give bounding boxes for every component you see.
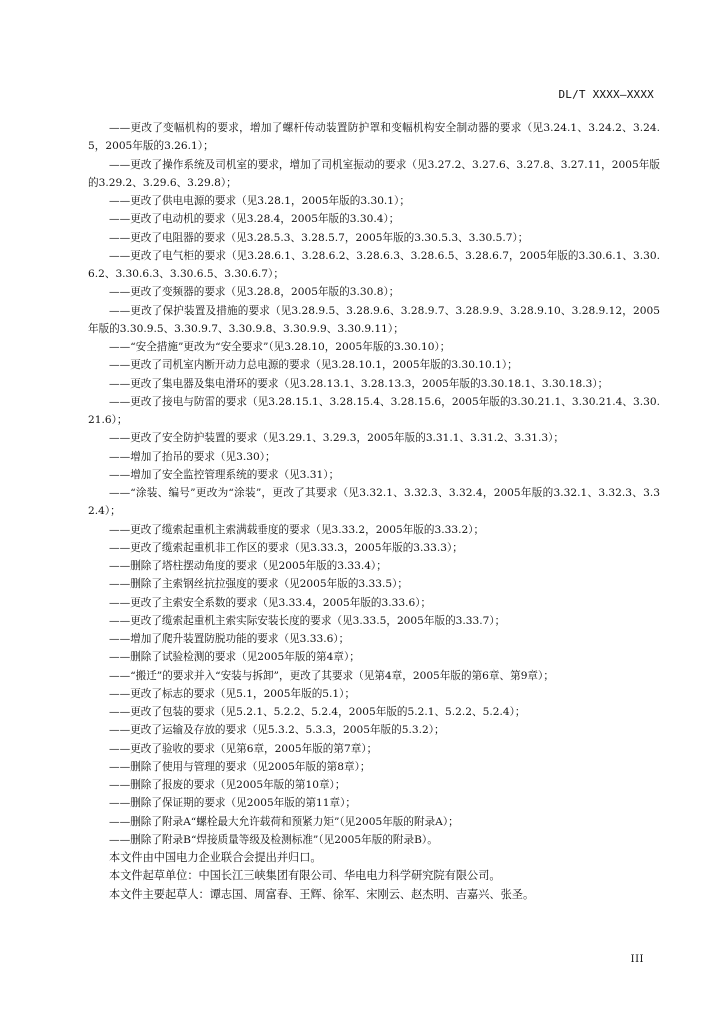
change-item: ——更改了运输及存放的要求（见5.3.2、5.3.3，2005年版的5.3.2）； <box>109 724 445 737</box>
change-item: ——更改了缆索起重机非工作区的要求（见3.33.3，2005年版的3.33.3）； <box>109 541 463 554</box>
change-item: ——更改了安全防护装置的要求（见3.29.1、3.29.3，2005年版的3.31.1、3.31.2、3.31.3）； <box>109 432 564 445</box>
change-item: ——增加了爬升装置防脱功能的要求（见3.33.6）； <box>109 633 350 645</box>
change-item: ——删除了试验检测的要求（见2005年版的第4章）； <box>109 651 360 664</box>
main-drafters-paragraph: 本文件主要起草人：谭志国、周富春、王辉、徐军、宋刚云、赵杰明、吉嘉兴、张圣。 <box>109 887 535 901</box>
change-item: ——更改了标志的要求（见5.1，2005年版的5.1）； <box>109 687 356 700</box>
change-item: ——删除了塔柱摆动角度的要求（见2005年版的3.33.4）； <box>109 560 387 572</box>
change-item: ——删除了附录B“焊接质量等级及检测标准”（见2005年版的附录B）。 <box>109 833 438 846</box>
change-item: ——更改了主索安全系数的要求（见3.33.4，2005年版的3.33.6）； <box>109 596 432 609</box>
change-item: ——删除了保证期的要求（见2005年版的第11章）； <box>109 797 357 810</box>
change-item: ——更改了集电器及集电滑环的要求（见3.28.13.1、3.28.13.3，2005年版的3.30.18.1、3.30.18.3）； <box>109 377 609 390</box>
change-item: ——删除了报废的要求（见2005年版的第10章）； <box>109 779 346 791</box>
change-item: ——更改了供电电源的要求（见3.28.1，2005年版的3.30.1）； <box>109 195 410 207</box>
change-item: ——“安全措施”更改为“安全要求”（见3.28.10，2005年版的3.30.10）； <box>109 341 451 353</box>
change-item: ——更改了变幅机构的要求，增加了螺杆传动装置防护罩和变幅机构安全制动器的要求（见3.24.1、3.24.2、3.24.5，2005年版的3.26.1）； <box>88 122 660 153</box>
change-item: ——更改了变频器的要求（见3.28.8，2005年版的3.30.8）； <box>109 286 400 299</box>
change-item: ——更改了缆索起重机主索实际安装长度的要求（见3.33.5，2005年版的3.33.7）； <box>109 614 506 627</box>
document-body <box>88 119 660 904</box>
change-item: ——增加了抬吊的要求（见3.30）； <box>109 450 276 463</box>
proposer-paragraph: 本文件由中国电力企业联合会提出并归口。 <box>109 851 322 864</box>
change-item: ——更改了司机室内断开动力总电源的要求（见3.28.10.1，2005年版的3.30.10.1）； <box>109 359 518 372</box>
change-item: ——更改了缆索起重机主索满载垂度的要求（见3.33.2，2005年版的3.33.2）； <box>109 523 485 536</box>
change-item: ——“搬迁”的要求并入“安装与拆卸”，更改了其要求（见第4章，2005年版的第6章、第9章）； <box>109 669 554 682</box>
change-item: ——更改了保护装置及措施的要求（见3.28.9.5、3.28.9.6、3.28.9.7、3.28.9.9、3.28.9.10、3.28.9.12，2005年版的3.30.9.5、3.30.9.7、3.30.9.8、3.30.9.9、3.30.9.11）； <box>88 304 660 335</box>
change-item: ——更改了包装的要求（见5.2.1、5.2.2、5.2.4，2005年版的5.2.1、5.2.2、5.2.4）； <box>109 706 526 718</box>
change-list <box>88 119 660 849</box>
change-item: ——删除了主索钢丝抗拉强度的要求（见2005年版的3.33.5）； <box>109 578 409 591</box>
drafting-units-paragraph: 本文件起草单位：中国长江三峡集团有限公司、华电电力科学研究院有限公司。 <box>109 869 501 883</box>
document-code: DL/T XXXX—XXXX <box>558 88 654 101</box>
change-item: ——更改了电阻器的要求（见3.28.5.3、3.28.5.7，2005年版的3.30.5.3、3.30.5.7）； <box>109 231 529 244</box>
change-item: ——删除了使用与管理的要求（见2005年版的第8章）； <box>109 760 371 773</box>
change-item: ——增加了安全监控管理系统的要求（见3.31）； <box>109 468 340 481</box>
change-item: ——更改了验收的要求（见第6章，2005年版的第7章）； <box>109 742 378 755</box>
change-item: ——更改了电气柜的要求（见3.28.6.1、3.28.6.2、3.28.6.3、3.28.6.5、3.28.6.7，2005年版的3.30.6.1、3.30.6.2、3.30.6.3、3.30.6.5、3.30.6.7）； <box>88 249 660 280</box>
change-item: ——更改了接电与防雷的要求（见3.28.15.1、3.28.15.4、3.28.15.6，2005年版的3.30.21.1、3.30.21.4、3.30.21.6）； <box>88 395 660 426</box>
change-item: ——删除了附录A“螺栓最大允许载荷和预紧力矩”（见2005年版的附录A）； <box>109 815 459 828</box>
page-number: III <box>630 954 644 965</box>
change-item: ——更改了操作系统及司机室的要求，增加了司机室振动的要求（见3.27.2、3.27.6、3.27.8、3.27.11，2005年版的3.29.2、3.29.6、3.29.8）； <box>88 158 660 189</box>
change-item: ——更改了电动机的要求（见3.28.4，2005年版的3.30.4）； <box>109 213 400 226</box>
change-item: ——“涂装、编号”更改为“涂装”，更改了其要求（见3.32.1、3.32.3、3.32.4，2005年版的3.32.1、3.32.3、3.32.4）； <box>88 487 660 518</box>
